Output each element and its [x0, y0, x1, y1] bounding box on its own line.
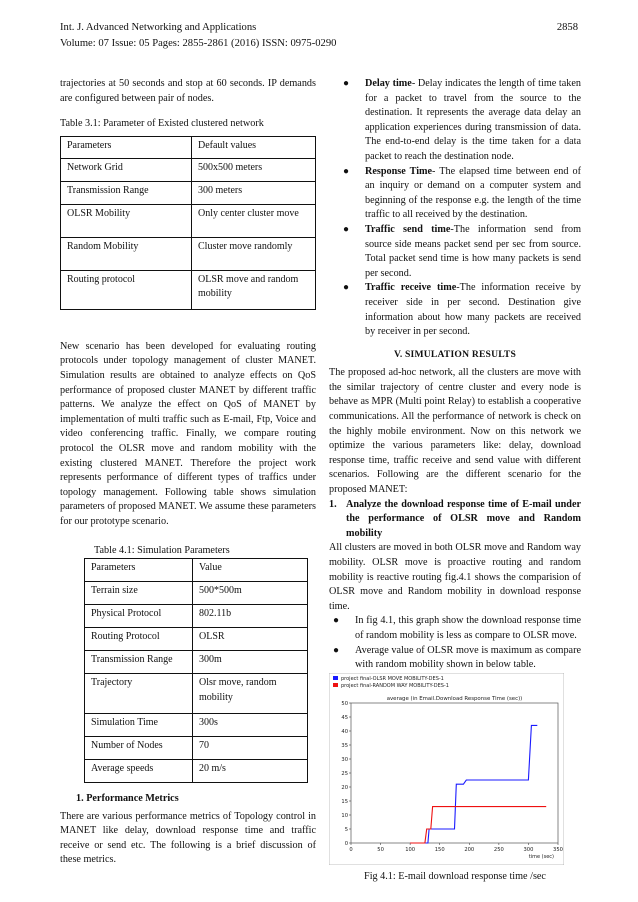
table31-caption: Table 3.1: Parameter of Existed clustered network — [60, 118, 264, 130]
simulation-paragraph: The proposed ad-hoc network, all the clusters are move with the similar trajectory of centre cluster and every node is behave as MPR (Multi point Relay) to establish a cooperative communications. All the performance of network is check on the highly mobile environment. Now on this network we optimize the various parameters like: delay, download response time, traffic receive and send value with different scenarios. Following are the different scenario for the proposed MANET: — [329, 367, 581, 496]
table-cell-value: 70 — [193, 737, 308, 760]
y-tick-label: 50 — [341, 700, 348, 707]
table-row — [85, 760, 308, 783]
bullet-icon: ● — [333, 615, 340, 627]
table-cell-value: Value — [193, 559, 308, 582]
table-cell-label: Trajectory — [85, 674, 193, 714]
table-cell-label: Random Mobility — [61, 237, 192, 270]
y-tick-label: 20 — [341, 784, 348, 791]
list-item: ● Traffic receive time-The information receive by receiver side in per second. Destination give information about how many packets are received by receiver in per second. — [343, 282, 582, 338]
x-tick-label: 200 — [464, 846, 475, 853]
scenario-paragraph: New scenario has been developed for evaluating routing protocols under topology management of cluster MANET. Simulation results are obtained to analyze effects on QoS performance of proposed cluster MANET by different traffic patterns. We analyze the effect on QoS of MANET by implementation of multi traffic such as E-mail, Ftp, Voice and video conferencing traffic. Finally, we compare routing protocol the OLSR move and random mobility with the existing clustered MANET. Therefore the project work represents performance of different types of traffics under topology management. Following table shows simulation parameters of proposed MANET. We assume these parameters for our prototype scenario. — [60, 340, 316, 527]
legend-label: project final-OLSR MOVE MOBILITY-DES-1 — [341, 675, 444, 682]
response-time-chart — [329, 673, 564, 865]
table-cell-value: OLSR — [193, 628, 308, 651]
list-item: ● Delay time- Delay indicates the length of time taken for a packet to travel from the source to the destination. It represents the average data delay an application experiences during transmission of data. The end-to-end delay is the time taken for a data packet to reach the destination node. — [343, 78, 581, 162]
table-cell-value: 500*500m — [193, 582, 308, 605]
table-cell-label: Number of Nodes — [85, 737, 193, 760]
table-row — [61, 158, 316, 181]
table-cell-label: Average speeds — [85, 760, 193, 783]
table-cell-label: Transmission Range — [61, 181, 192, 204]
y-tick-label: 35 — [341, 742, 348, 749]
journal-title: Int. J. Advanced Networking and Applications — [60, 22, 257, 33]
metrics-paragraph: There are various performance metrics of Topology control in MANET like delay, download response time and traffic receive or send etc. The following is a brief discussion of these metrics. — [60, 810, 316, 866]
chart-title: average (in Email.Download Response Time (sec)) — [386, 695, 523, 702]
y-tick-label: 15 — [341, 798, 348, 805]
table-cell-value: Default values — [192, 136, 316, 158]
table-cell-label: Transmission Range — [85, 651, 193, 674]
figure-4-1 — [329, 673, 581, 871]
legend-label: project final-RANDOM WAY MOBILITY-DES-1 — [341, 682, 449, 689]
table-row — [85, 714, 308, 737]
table-cell-value: OLSR move and random mobility — [192, 270, 316, 309]
table-cell-value: Only center cluster move — [192, 204, 316, 237]
list-item: ● Average value of OLSR move is maximum as compare with random mobility shown in below table. — [333, 644, 581, 671]
x-tick-label: 0 — [349, 846, 353, 853]
table-cell-value: 300m — [193, 651, 308, 674]
x-tick-label: 350 — [553, 846, 563, 853]
table-cell-value: 802.11b — [193, 605, 308, 628]
table-cell-label: OLSR Mobility — [61, 204, 192, 237]
bullet-icon: ● — [343, 78, 350, 89]
page-header — [60, 20, 578, 52]
x-axis-label: time (sec) — [528, 853, 554, 860]
list-item: ● Traffic send time-The information send from source side means packet send per sec from source. Total packet send time is how many packets is send per second. — [343, 223, 582, 279]
table-row — [85, 674, 308, 714]
table-row — [61, 181, 316, 204]
x-tick-label: 300 — [523, 846, 534, 853]
intro-paragraph: trajectories at 50 seconds and stop at 60 seconds. IP demands are configured between pair of nodes. — [60, 78, 316, 104]
table-cell-value: 300s — [193, 714, 308, 737]
table-row — [61, 204, 316, 237]
table-3-1 — [60, 136, 316, 310]
analysis-paragraph: All clusters are moved in both OLSR move and Random way mobility. OLSR move is proactive routing and random mobility is reactive routing fig.4.1 shows the comparision of OLSR move and Random mobility in download response time. — [329, 542, 581, 612]
table-cell-value: Olsr move, random mobility — [193, 674, 308, 714]
table-cell-value: 300 meters — [192, 181, 316, 204]
bullet-icon: ● — [333, 644, 340, 656]
volume-line: Volume: 07 Issue: 05 Pages: 2855-2861 (2016) ISSN: 0975-0290 — [60, 38, 337, 49]
table41-caption: Table 4.1: Simulation Parameters — [94, 544, 230, 556]
table-row — [85, 737, 308, 760]
y-tick-label: 10 — [341, 812, 348, 819]
right-column — [329, 77, 581, 885]
table-row — [61, 136, 316, 158]
subsection-number: 1. — [329, 498, 337, 510]
x-tick-label: 250 — [493, 846, 504, 853]
table-row — [85, 605, 308, 628]
performance-metrics-heading: 1. Performance Metrics — [76, 793, 179, 805]
left-column — [60, 77, 316, 868]
table-cell-label: Routing Protocol — [85, 628, 193, 651]
subsection-heading — [329, 498, 581, 542]
figure-caption: Fig 4.1: E-mail download response time /sec — [364, 871, 546, 883]
x-tick-label: 100 — [405, 846, 416, 853]
table-cell-label: Simulation Time — [85, 714, 193, 737]
table-cell-value: Cluster move randomly — [192, 237, 316, 270]
table-row — [61, 270, 316, 309]
table-cell-label: Routing protocol — [61, 270, 192, 309]
legend-swatch — [333, 683, 338, 687]
y-tick-label: 0 — [344, 840, 348, 847]
findings-list — [319, 614, 581, 672]
y-tick-label: 25 — [341, 770, 348, 777]
legend-swatch — [333, 676, 338, 680]
table-cell-label: Parameters — [85, 559, 193, 582]
y-tick-label: 40 — [341, 728, 348, 735]
table-cell-label: Parameters — [61, 136, 192, 158]
table-cell-value: 20 m/s — [193, 760, 308, 783]
y-tick-label: 30 — [341, 756, 348, 763]
page-number: 2858 — [556, 22, 578, 33]
list-item: ● Response Time- The elapsed time between end of an inquiry or demand on a computer system and beginning of the response e.g. the length of the time traffic to all received by the destination. — [343, 165, 581, 221]
bullet-icon: ● — [343, 282, 350, 294]
table-cell-label: Terrain size — [85, 582, 193, 605]
bullet-icon: ● — [343, 165, 350, 177]
table-cell-label: Physical Protocol — [85, 605, 193, 628]
bullet-icon: ● — [343, 223, 350, 235]
table-cell-value: 500x500 meters — [192, 158, 316, 181]
table-cell-label: Network Grid — [61, 158, 192, 181]
table-row — [85, 559, 308, 582]
subsection-title: Analyze the download response time of E-mail under the performance of OLSR move and Random mobility — [346, 498, 581, 539]
y-tick-label: 45 — [341, 714, 348, 721]
table-row — [61, 237, 316, 270]
table-4-1 — [84, 558, 308, 783]
table-row — [85, 651, 308, 674]
table-row — [85, 582, 308, 605]
metrics-list — [329, 77, 581, 340]
list-item: ● In fig 4.1, this graph show the download response time of random mobility is less as compare to OLSR move. — [333, 615, 581, 641]
x-tick-label: 150 — [434, 846, 445, 853]
table-row — [85, 628, 308, 651]
y-tick-label: 5 — [344, 826, 348, 833]
section-heading: V. SIMULATION RESULTS — [393, 348, 517, 360]
x-tick-label: 50 — [377, 846, 384, 853]
